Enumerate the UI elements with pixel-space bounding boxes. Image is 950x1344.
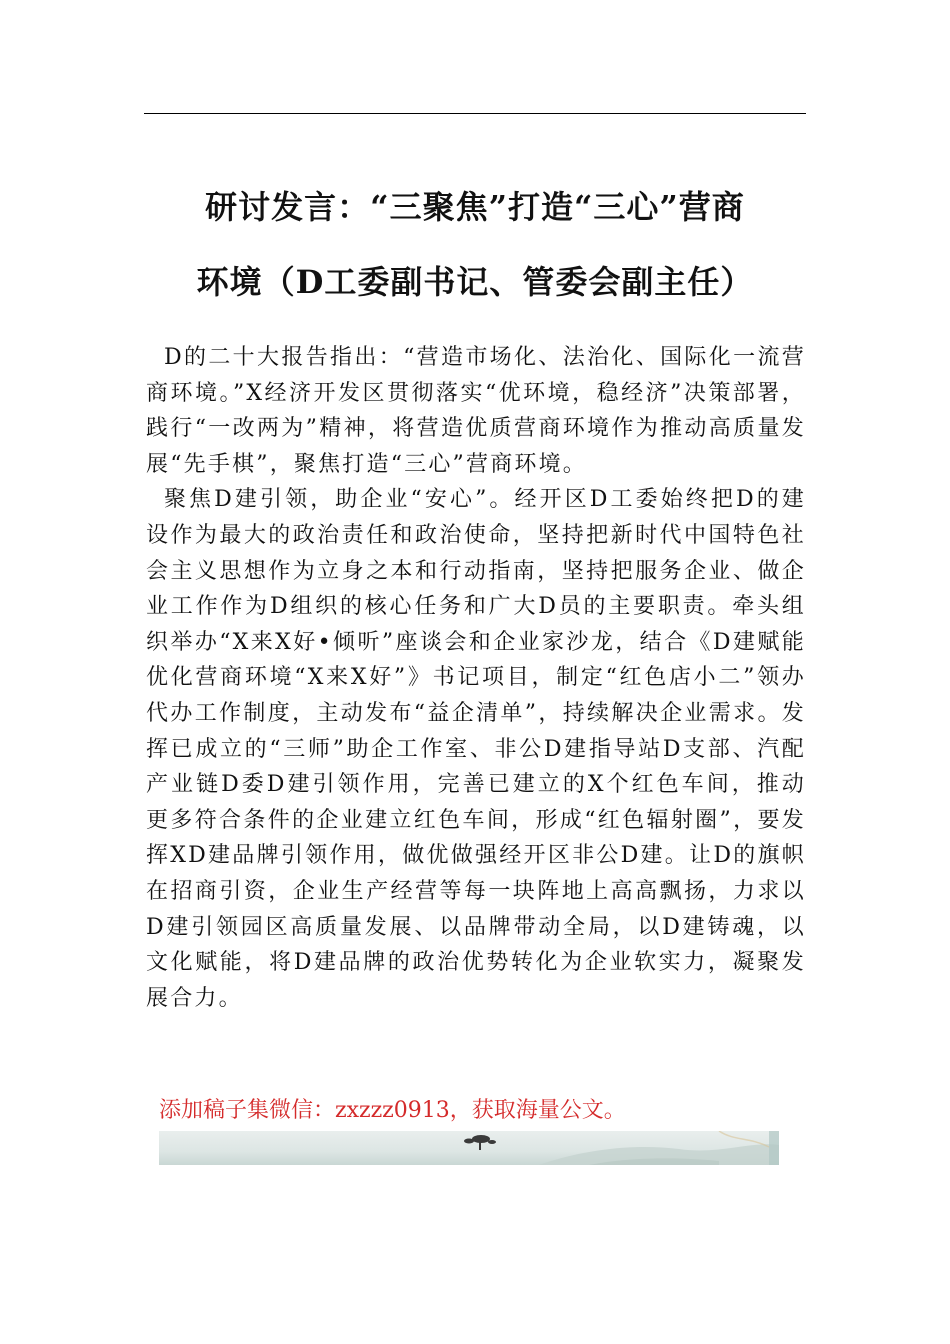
title-line-2: 环境（D工委副书记、管委会副主任）	[196, 263, 754, 301]
header-rule	[144, 113, 806, 114]
decorative-banner-image	[159, 1131, 779, 1165]
paragraph-party-leadership: 聚焦D建引领，助企业“安心”。经开区D工委始终把D的建设作为最大的政治责任和政治使命，坚持把新时代中国特色社会主义思想作为立身之本和行动指南，坚持把服务企业、做企业工作作为D组织的核心任务和广大D员的主要职责。牵头组织举办“X来X好•倾听”座谈会和企业家沙龙，结合《D建赋能优化营商环境“X来X好”》书记项目，制定“红色店小二”领办代办工作制度，主动发布“益企清单”，持续解决企业需求。发挥已成立的“三师”助企工作室、非公D建指导站D支部、汽配产业链D委D建引领作用，完善已建立的X个红色车间，推动更多符合条件的企业建立红色车间，形成“红色辐射圈”，要发挥XD建品牌引领作用，做优做强经开区非公D建。让D的旗帜在招商引资，企业生产经营等每一块阵地上高高飘扬，力求以D建引领园区高质量发展、以品牌带动全局，以D建铸魂，以文化赋能，将D建品牌的政治优势转化为企业软实力，凝聚发展合力。	[146, 487, 806, 1011]
title-line-1: 研讨发言：“三聚焦”打造“三心”营商	[205, 188, 745, 226]
document-title	[140, 170, 810, 320]
banner-artwork	[159, 1131, 779, 1165]
document-body	[146, 340, 806, 1016]
promo-text: 添加稿子集微信：zxzzz0913，获取海量公文。	[159, 1098, 626, 1123]
paragraph-intro: D的二十大报告指出：“营造市场化、法治化、国际化一流营商环境。”X经济开发区贯彻落实“优环境，稳经济”决策部署，践行“一改两为”精神，将营造优质营商环境作为推动高质量发展“先手棋”，聚焦打造“三心”营商环境。	[146, 345, 806, 477]
